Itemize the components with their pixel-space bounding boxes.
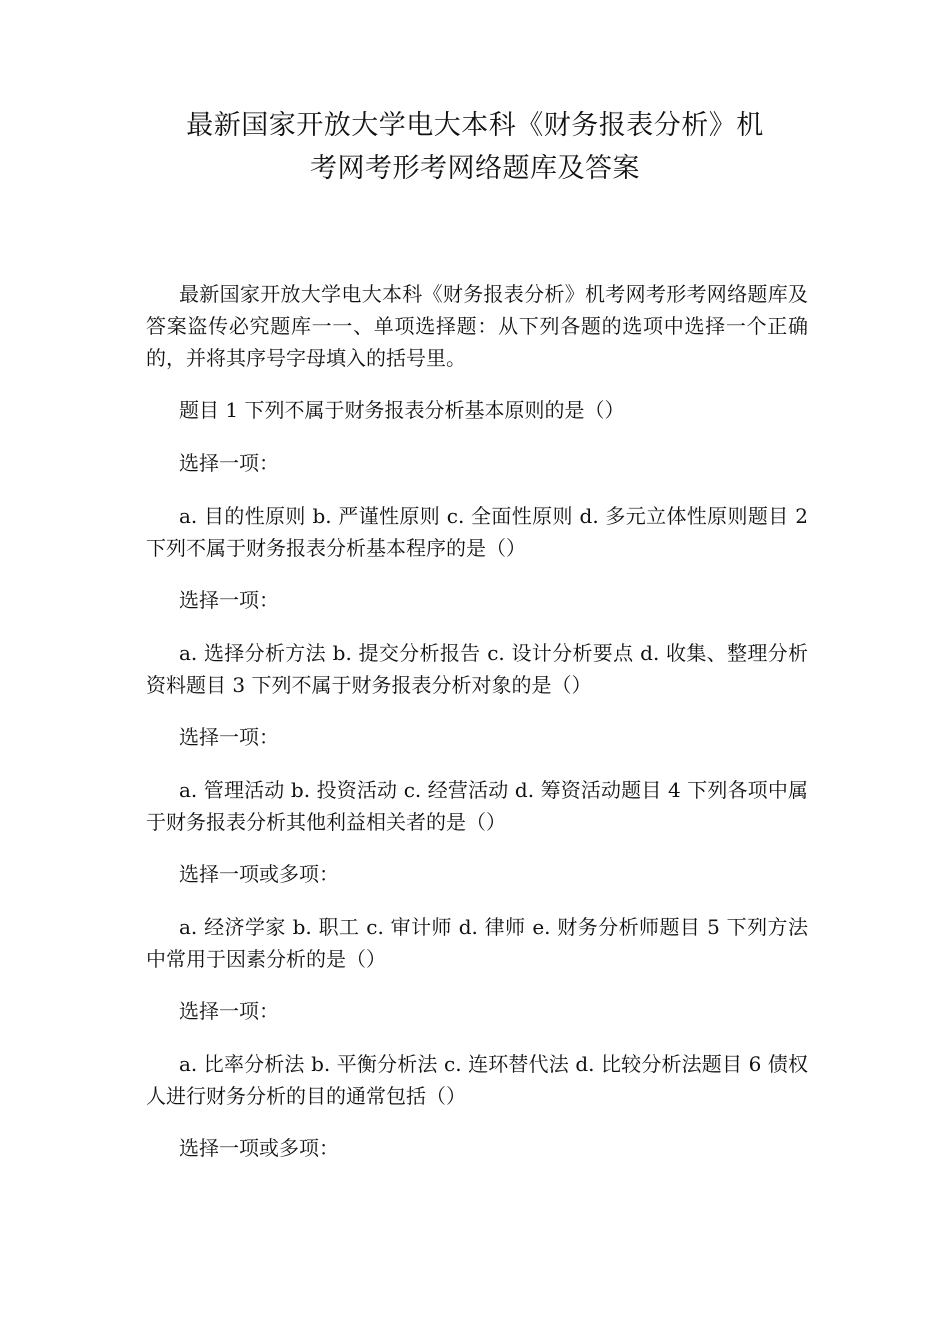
options-paragraph: a. 比率分析法 b. 平衡分析法 c. 连环替代法 d. 比较分析法题目 6 债权人进行财务分析的目的通常包括（） xyxy=(146,1052,808,1108)
options-paragraph: a. 管理活动 b. 投资活动 c. 经营活动 d. 筹资活动题目 4 下列各项中属于财务报表分析其他利益相关者的是（） xyxy=(146,778,808,834)
choice-instruction: 选择一项或多项： xyxy=(179,862,339,886)
choice-instruction: 选择一项： xyxy=(179,725,279,749)
choice-instruction: 选择一项： xyxy=(179,999,279,1023)
title-line-2: 考网考形考网络题库及答案 xyxy=(310,153,640,184)
choice-instruction: 选择一项或多项： xyxy=(179,1136,339,1160)
options-paragraph: a. 选择分析方法 b. 提交分析报告 c. 设计分析要点 d. 收集、整理分析资料题目 3 下列不属于财务报表分析对象的是（） xyxy=(146,641,808,697)
options-paragraph: a. 经济学家 b. 职工 c. 审计师 d. 律师 e. 财务分析师题目 5 下列方法中常用于因素分析的是（） xyxy=(146,915,808,971)
document-body xyxy=(146,278,808,1184)
choice-instruction: 选择一项： xyxy=(179,451,279,475)
options-paragraph: a. 目的性原则 b. 严谨性原则 c. 全面性原则 d. 多元立体性原则题目 2 下列不属于财务报表分析基本程序的是（） xyxy=(146,504,808,560)
document-title xyxy=(150,104,800,190)
intro-paragraph: 最新国家开放大学电大本科《财务报表分析》机考网考形考网络题库及答案盗传必究题库一一、单项选择题：从下列各题的选项中选择一个正确的，并将其序号字母填入的括号里。 xyxy=(146,282,808,370)
question-1: 题目 1 下列不属于财务报表分析基本原则的是（） xyxy=(179,398,625,422)
choice-instruction: 选择一项： xyxy=(179,588,279,612)
title-line-1: 最新国家开放大学电大本科《财务报表分析》机 xyxy=(186,110,764,141)
